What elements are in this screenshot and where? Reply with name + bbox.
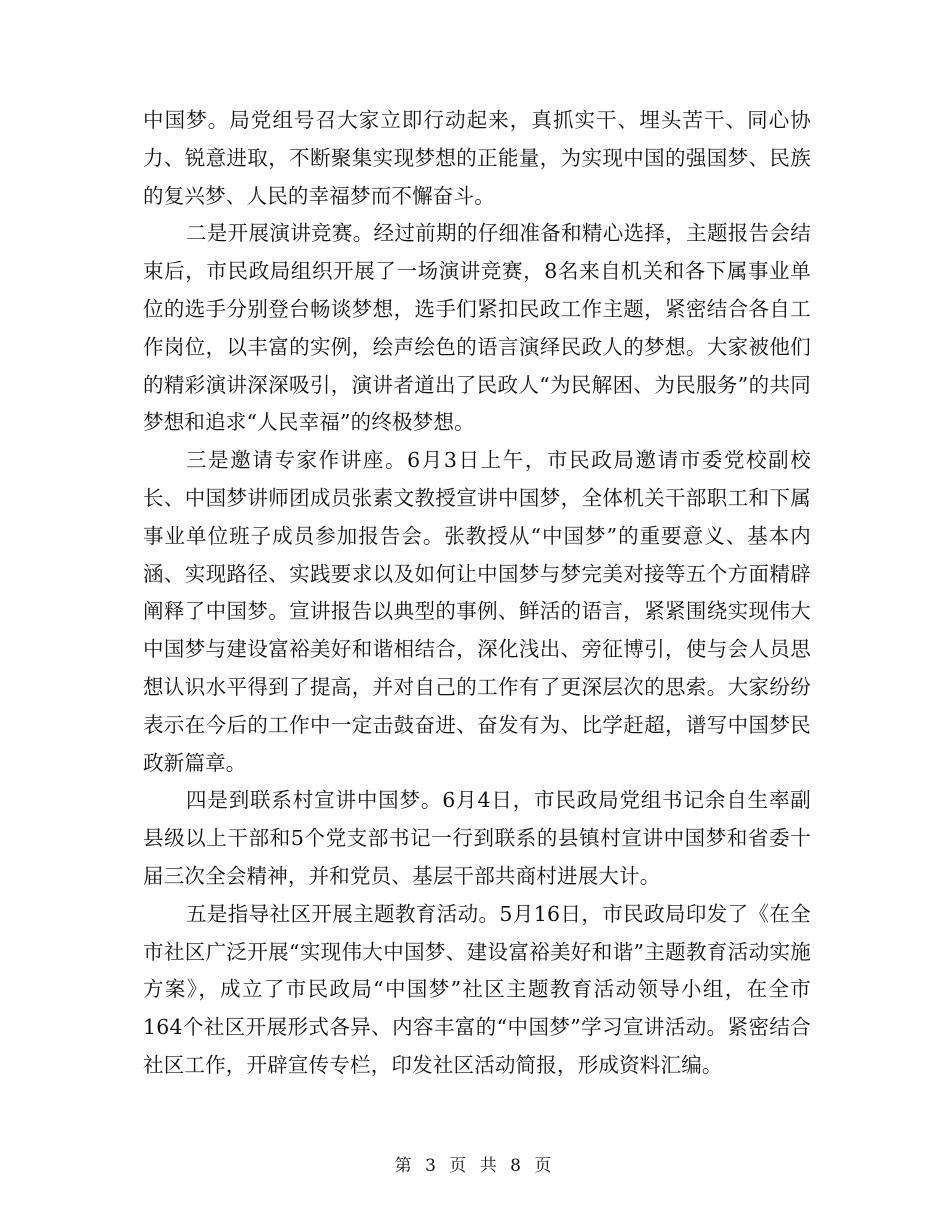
paragraph-expert-lecture: 三是邀请专家作讲座。6月3日上午，市民政局邀请市委党校副校长、中国梦讲师团成员张素文教授宣讲中国梦，全体机关干部职工和下属事业单位班子成员参加报告会。张教授从“中国梦”的重要意义、基本内涵、实现路径、实践要求以及如何让中国梦与梦完美对接等五个方面精辟阐释了中国梦。宣讲报告以典型的事例、鲜活的语言，紧紧围绕实现伟大中国梦与建设富裕美好和谐相结合，深化浅出、旁征博引，使与会人员思想认识水平得到了提高，并对自己的工作有了更深层次的思索。大家纷纷表示在今后的工作中一定击鼓奋进、奋发有为、比学赶超，谱写中国梦民政新篇章。 xyxy=(143,448,811,775)
paragraph-speech-contest: 二是开展演讲竞赛。经过前期的仔细准备和精心选择，主题报告会结束后，市民政局组织开展了一场演讲竞赛，8名来自机关和各下属事业单位的选手分别登台畅谈梦想，选手们紧扣民政工作主题，紧密结合各自工作岗位，以丰富的实例，绘声绘色的语言演绎民政人的梦想。大家被他们的精彩演讲深深吸引，演讲者道出了民政人“为民解困、为民服务”的共同梦想和追求“人民幸福”的终极梦想。 xyxy=(143,221,811,435)
paragraph-continuation: 中国梦。局党组号召大家立即行动起来，真抓实干、埋头苦干、同心协力、锐意进取，不断聚集实现梦想的正能量，为实现中国的强国梦、民族的复兴梦、人民的幸福梦而不懈奋斗。 xyxy=(143,108,811,208)
page-number-footer: 第 3 页 共 8 页 xyxy=(394,1156,556,1176)
document-body xyxy=(143,102,811,1085)
paragraph-village-lecture: 四是到联系村宣讲中国梦。6月4日，市民政局党组书记余自生率副县级以上干部和5个党支部书记一行到联系的县镇村宣讲中国梦和省委十届三次全会精神，并和党员、基层干部共商村进展大计。 xyxy=(143,788,811,888)
paragraph-community-activity: 五是指导社区开展主题教育活动。5月16日，市民政局印发了《在全市社区广泛开展“实现伟大中国梦、建设富裕美好和谐”主题教育活动实施方案》，成立了市民政局“中国梦”社区主题教育活动领导小组，在全市164个社区开展形式各异、内容丰富的“中国梦”学习宣讲活动。紧密结合社区工作，开辟宣传专栏，印发社区活动简报，形成资料汇编。 xyxy=(143,901,811,1077)
